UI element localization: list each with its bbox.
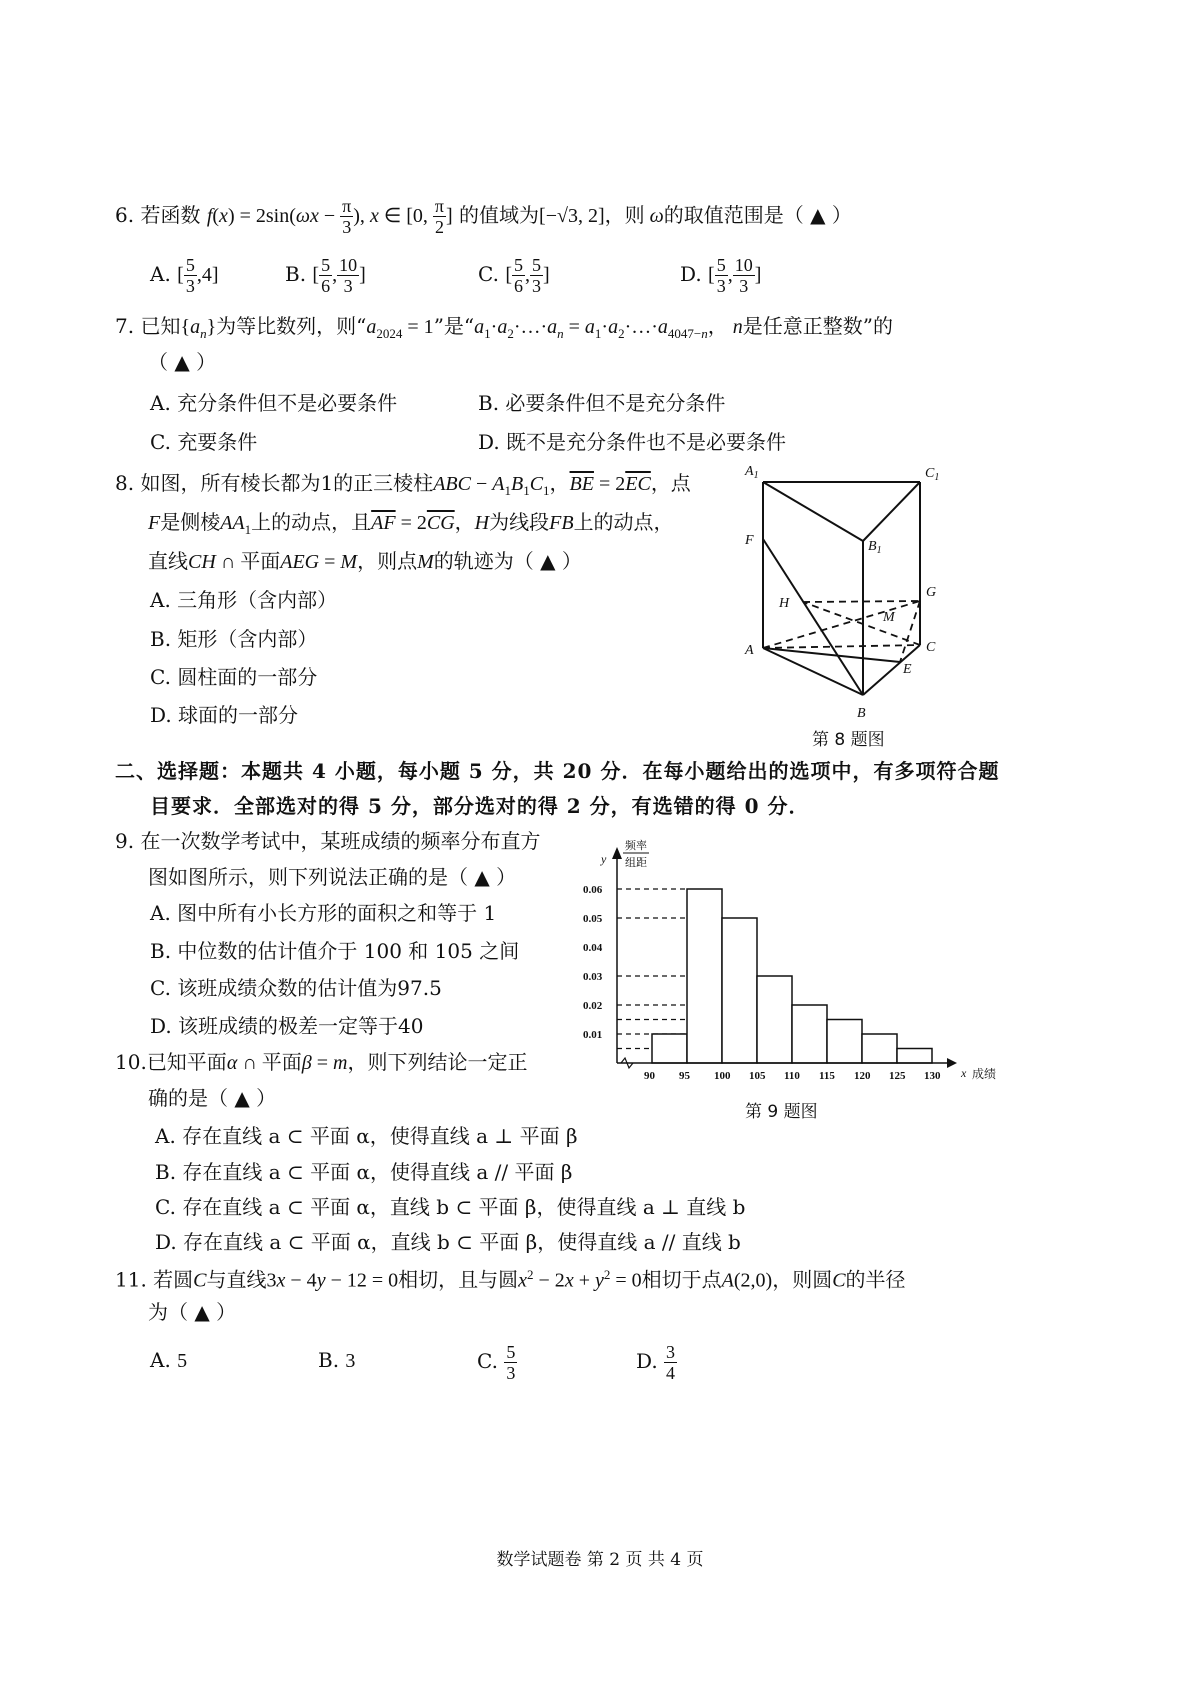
q8-prism-figure xyxy=(735,455,955,725)
q6-tail2: 的取值范围是（ ▲ ） xyxy=(663,203,852,227)
label-h: H xyxy=(779,596,790,611)
y-tick-label: 0.02 xyxy=(583,1000,603,1012)
q8-option-c: C. 圆柱面的一部分 xyxy=(150,665,318,689)
q7-option-b: B. 必要条件但不是充分条件 xyxy=(478,391,726,415)
q8-number: 8. xyxy=(115,471,135,495)
label-c1: $C_1$ xyxy=(925,466,940,483)
x-tick-label: 120 xyxy=(854,1070,871,1082)
label-a: A xyxy=(745,643,754,658)
q9-option-c: C. 该班成绩众数的估计值为97.5 xyxy=(150,976,442,1000)
q11-option-a: A. 5 xyxy=(150,1348,188,1372)
label-m: M xyxy=(883,610,895,625)
segment-c-h-dashed xyxy=(803,602,920,645)
x-tick-label: 115 xyxy=(819,1070,835,1082)
q10-option-c: C. 存在直线 a ⊂ 平面 α，直线 b ⊂ 平面 β，使得直线 a ⊥ 直线 b xyxy=(155,1195,746,1219)
q7-blank: （ ▲ ） xyxy=(148,350,217,374)
label-c: C xyxy=(926,640,936,655)
section2-line1: 二、选择题：本题共 4 小题，每小题 5 分，共 20 分．在每小题给出的选项中，有多项符合题 xyxy=(115,759,1000,783)
q10-option-a: A. 存在直线 a ⊂ 平面 α，使得直线 a ⊥ 平面 β xyxy=(155,1124,578,1148)
segment-a-e-solid xyxy=(763,648,900,662)
q11-option-b: B. 3 xyxy=(318,1348,356,1372)
x-tick-label: 105 xyxy=(749,1070,766,1082)
q8-stem-line2: F是侧棱$AA_1$上的动点，且$\overline{AF} = 2\overline{CG}$，H为线段FB上的动点， xyxy=(148,510,674,537)
histogram-bar xyxy=(722,918,757,1063)
histogram-bar xyxy=(687,889,722,1063)
y-tick-label: 0.06 xyxy=(583,884,603,896)
q10-option-b: B. 存在直线 a ⊂ 平面 α，使得直线 a // 平面 β xyxy=(155,1160,573,1184)
edge-a-c-dashed xyxy=(763,645,920,648)
y-axis-arrow xyxy=(612,847,622,859)
q6-stem: 6. 若函数 f(x) = 2sin(ωx − $\frac{\pi}{3}$ ), x ∈ [0, $\frac{\pi}{2}$ ] 的值域为[−√3, 2]，则 ω的取值范围是（ ▲ ） xyxy=(115,196,852,237)
x-axis-arrow xyxy=(947,1058,957,1068)
label-e: E xyxy=(903,662,912,677)
q6-tail: ，则 xyxy=(604,203,645,227)
label-b: B xyxy=(857,706,866,721)
q8-stem-line1: 8. 如图，所有棱长都为1的正三棱柱ABC − $A_1B_1C_1$，$\overline{BE} = 2\overline{EC}$，点 xyxy=(115,471,691,498)
q6-option-d: D. [ $\frac{5}{3}$ , $\frac{10}{3}$ ] xyxy=(680,255,762,296)
y-tick-label: 0.01 xyxy=(583,1029,603,1041)
q9-stem-line1: 9. 在一次数学考试中，某班成绩的频率分布直方 xyxy=(115,829,541,853)
q8-stem-line3: 直线CH ∩ 平面AEG = M，则点M的轨迹为（ ▲ ） xyxy=(148,549,582,573)
q7-option-d: D. 既不是充分条件也不是必要条件 xyxy=(478,430,787,454)
label-g: G xyxy=(926,585,937,600)
q11-stem-line1: 11. 若圆C与直线3x − 4y − 12 = 0相切，且与圆$x^2 - 2x + y^2 = 0$相切于点A(2,0)，则圆C的半径 xyxy=(115,1267,906,1292)
edge-a1-b1 xyxy=(763,482,863,541)
q8-option-a: A. 三角形（含内部） xyxy=(150,588,338,612)
q11-number: 11. xyxy=(115,1267,147,1292)
label-a1: $A_1$ xyxy=(745,464,759,481)
segment-h-g-dashed xyxy=(803,601,920,602)
q6-lead: 若函数 xyxy=(140,203,201,227)
page-footer: 数学试题卷 第 2 页 共 4 页 xyxy=(496,1550,704,1570)
q7-option-c: C. 充要条件 xyxy=(150,430,258,454)
q9-stem-line2: 图如图所示，则下列说法正确的是（ ▲ ） xyxy=(148,865,517,889)
q6-mid: 的值域为 xyxy=(459,203,540,227)
q8-caption: 第 8 题图 xyxy=(812,730,885,750)
q7-option-a: A. 充分条件但不是必要条件 xyxy=(150,391,398,415)
histogram-bar xyxy=(897,1049,932,1064)
label-f: F xyxy=(745,533,754,548)
histogram-bar xyxy=(827,1020,862,1064)
histogram-bar xyxy=(862,1034,897,1063)
x-axis-letter: x xyxy=(961,1066,967,1080)
y-tick-label: 0.04 xyxy=(583,942,603,954)
q10-number: 10. xyxy=(115,1050,147,1074)
x-tick-label: 95 xyxy=(679,1070,690,1082)
q10-option-d: D. 存在直线 a ⊂ 平面 α，直线 b ⊂ 平面 β，使得直线 a // 直线 b xyxy=(155,1230,741,1254)
q9-option-d: D. 该班成绩的极差一定等于40 xyxy=(150,1014,424,1038)
q9-option-b: B. 中位数的估计值介于 100 和 105 之间 xyxy=(150,939,520,963)
x-axis-label: 成绩 xyxy=(972,1067,997,1081)
y-axis-letter: y xyxy=(601,852,607,866)
q11-option-d: D. $\frac{3}{4}$ xyxy=(636,1342,676,1383)
x-tick-label: 110 xyxy=(784,1070,800,1082)
histogram-bar xyxy=(757,976,792,1063)
histogram-bar xyxy=(792,1005,827,1063)
q10-stem-line1: 10.已知平面α ∩ 平面β = m，则下列结论一定正 xyxy=(115,1050,528,1074)
q9-caption: 第 9 题图 xyxy=(745,1102,818,1122)
y-label-bottom: 组距 xyxy=(625,857,647,869)
q8-option-d: D. 球面的一部分 xyxy=(150,703,299,727)
q6-option-c: C. [ $\frac{5}{6}$ , $\frac{5}{3}$ ] xyxy=(478,255,550,296)
section2-line2: 目要求．全部选对的得 5 分，部分选对的得 2 分，有选错的得 0 分． xyxy=(150,794,810,818)
y-tick-label: 0.05 xyxy=(583,913,603,925)
x-tick-label: 125 xyxy=(889,1070,906,1082)
q6-option-a: A. [ $\frac{5}{3}$ ,4] xyxy=(150,255,219,296)
x-tick-label: 90 xyxy=(644,1070,655,1082)
x-tick-label: 100 xyxy=(714,1070,731,1082)
q7-stem: 7. 已知$\{a_n\}$为等比数列，则“$a_{2024} = 1$”是“$a_1\cdot a_2\cdot\dots\cdot a_n$ = $a_1\cdot a_2\cdot\dots\cdot a_{4047-n}$， n是任意正整数”的 xyxy=(115,314,893,341)
histogram-bar xyxy=(652,1034,687,1063)
q6-option-b: B. [ $\frac{5}{6}$ , $\frac{10}{3}$ ] xyxy=(285,255,366,296)
q8-option-b: B. 矩形（含内部） xyxy=(150,627,318,651)
q10-stem-line2: 确的是（ ▲ ） xyxy=(148,1086,277,1110)
q6-number: 6. xyxy=(115,203,135,227)
q6-function: f xyxy=(206,205,213,227)
q9-histogram xyxy=(575,835,997,1090)
edge-b1-c1 xyxy=(863,482,920,541)
q7-number: 7. xyxy=(115,314,135,338)
q11-option-c: C. $\frac{5}{3}$ xyxy=(477,1342,516,1383)
y-tick-label: 0.03 xyxy=(583,971,603,983)
y-label-top: 频率 xyxy=(625,840,647,852)
q9-option-a: A. 图中所有小长方形的面积之和等于 1 xyxy=(150,901,497,925)
label-b1: $B_1$ xyxy=(868,539,882,556)
q11-stem-line2: 为（ ▲ ） xyxy=(148,1300,237,1324)
x-tick-label: 130 xyxy=(924,1070,941,1082)
q9-number: 9. xyxy=(115,829,135,853)
